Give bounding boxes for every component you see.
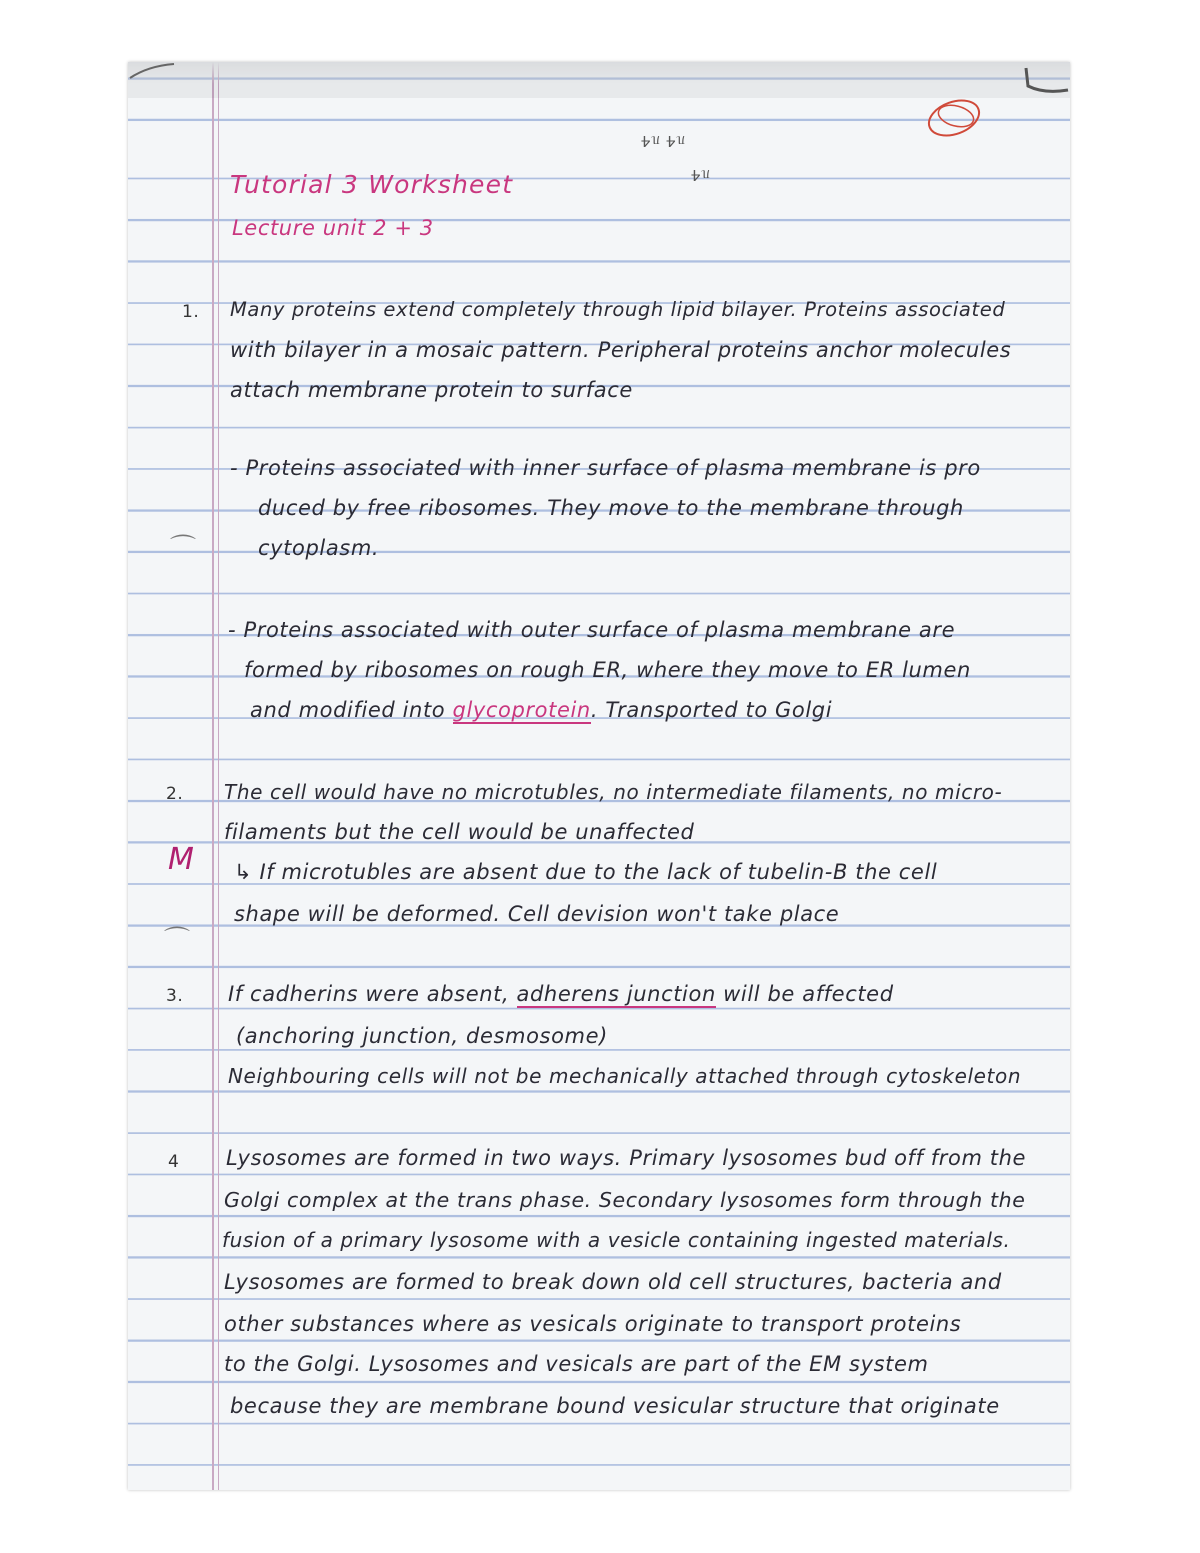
corner-curl-right-icon	[1024, 64, 1070, 104]
q1-bullet2-line-2: formed by ribosomes on rough ER, where they move to ER lumen	[244, 658, 971, 682]
q4-line-5: other substances where as vesicals originate to transport proteins	[224, 1312, 962, 1336]
q4-line-2: Golgi complex at the trans phase. Secondary lysosomes form through the	[224, 1188, 1026, 1212]
q3-adherens-term: adherens junction	[516, 982, 716, 1006]
q1-bullet1-line-3: cytoplasm.	[258, 536, 380, 560]
q1-bullet1-line-1: - Proteins associated with inner surface of plasma membrane is pro	[230, 456, 981, 480]
q1-bullet2-text-a: and modified into	[250, 698, 446, 722]
q1-line-2: with bilayer in a mosaic pattern. Peripheral proteins anchor molecules	[230, 338, 1012, 362]
page-subtitle: Lecture unit 2 + 3	[232, 216, 434, 240]
q2-line-1: The cell would have no microtubles, no intermediate filaments, no micro-	[224, 780, 1003, 804]
q3-text-c: will be affected	[723, 982, 894, 1006]
q1-number: 1.	[182, 302, 200, 322]
q4-line-1: Lysosomes are formed in two ways. Primary lysosomes bud off from the	[226, 1146, 1027, 1170]
q2-line-2: filaments but the cell would be unaffected	[224, 820, 695, 844]
q1-bullet2-line-1: - Proteins associated with outer surface of plasma membrane are	[228, 618, 956, 642]
q3-number: 3.	[166, 986, 184, 1006]
q1-line-1: Many proteins extend completely through lipid bilayer. Proteins associated	[230, 298, 1006, 321]
q4-line-7: because they are membrane bound vesicular structure that originate	[230, 1394, 1000, 1418]
q3-line-3: Neighbouring cells will not be mechanically attached through cytoskeleton	[228, 1064, 1022, 1088]
q3-text-a: If cadherins were absent,	[228, 982, 510, 1006]
doodle-icon	[914, 88, 994, 148]
margin-arc-1: ⌒	[170, 534, 197, 564]
q1-glycoprotein-term: glycoprotein	[452, 698, 591, 722]
header-stamp-1: ᥰᏎ ᥰᏎ	[640, 132, 685, 150]
margin-arc-2: ⌒	[164, 926, 191, 956]
q1-bullet2-text-c: . Transported to Golgi	[590, 698, 833, 722]
q4-number: 4	[168, 1152, 180, 1172]
q3-line-1	[228, 982, 894, 1006]
q1-bullet1-line-2: duced by free ribosomes. They move to the membrane through	[258, 496, 964, 520]
q4-line-3: fusion of a primary lysosome with a vesicle containing ingested materials.	[222, 1228, 1011, 1252]
q2-line-4: shape will be deformed. Cell devision won't take place	[234, 902, 840, 926]
margin-mark-m: M	[168, 842, 194, 877]
corner-curl-icon	[128, 62, 188, 92]
header-stamp-2: ᥰᏎ	[690, 166, 710, 184]
q2-line-3: ↳ If microtubles are absent due to the lack of tubelin-B the cell	[234, 860, 938, 884]
q4-line-4: Lysosomes are formed to break down old cell structures, bacteria and	[224, 1270, 1002, 1294]
q3-line-2: (anchoring junction, desmosome)	[236, 1024, 608, 1048]
q2-number: 2.	[166, 784, 184, 804]
q1-bullet2-line-3	[250, 698, 832, 722]
notebook-page	[128, 62, 1070, 1490]
q1-line-3: attach membrane protein to surface	[230, 378, 633, 402]
page-title: Tutorial 3 Worksheet	[230, 170, 514, 199]
q4-line-6: to the Golgi. Lysosomes and vesicals are part of the EM system	[224, 1352, 929, 1376]
